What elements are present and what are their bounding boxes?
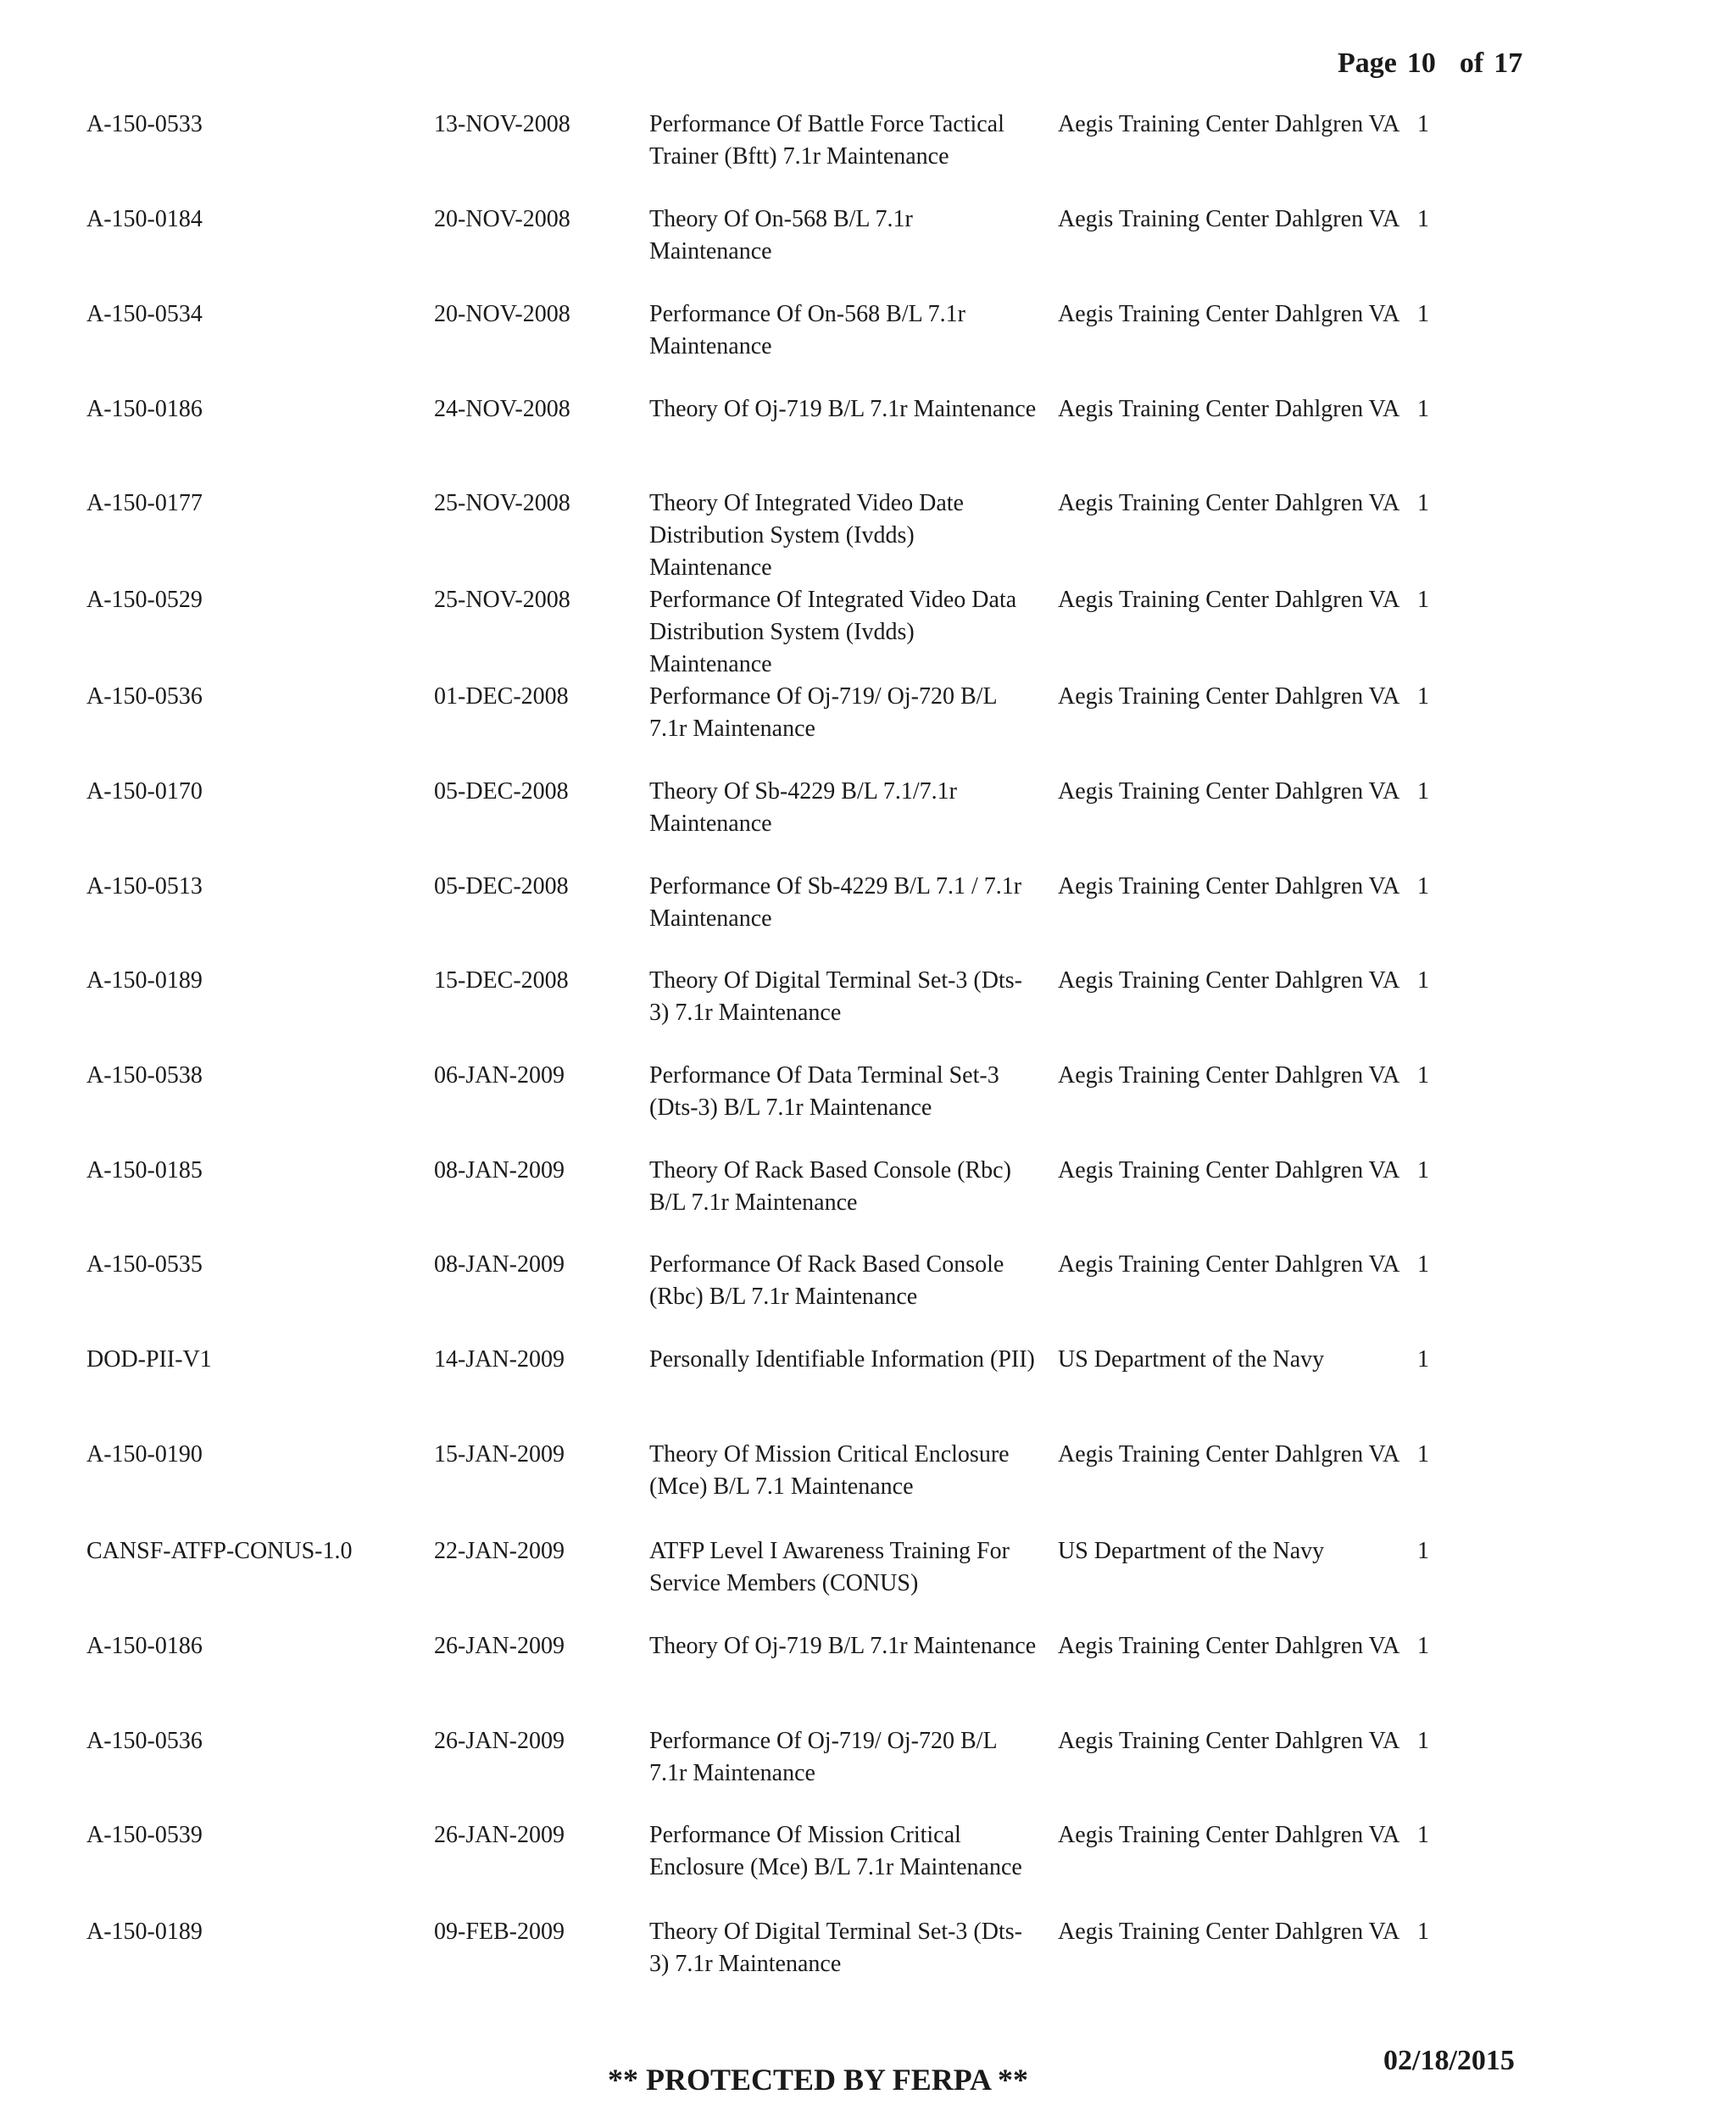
credits: 1 [1417,778,1429,805]
completion-date: 15-JAN-2009 [434,1441,565,1468]
credits: 1 [1417,1251,1429,1278]
course-title: Theory Of Digital Terminal Set-3 (Dts-3) 7.1r Maintenance [649,1919,1022,1977]
provider: Aegis Training Center Dahlgren VA [1058,1062,1400,1089]
provider: Aegis Training Center Dahlgren VA [1058,301,1400,327]
credits: 1 [1417,1822,1429,1848]
provider: Aegis Training Center Dahlgren VA [1058,683,1400,710]
table-row [0,1060,1736,1145]
provider: Aegis Training Center Dahlgren VA [1058,1728,1400,1754]
total-pages: 17 [1494,47,1523,79]
completion-date: 26-JAN-2009 [434,1728,565,1754]
table-row [0,1535,1736,1620]
course-title: Performance Of Mission Critical Enclosure (Mce) B/L 7.1r Maintenance [649,1822,1022,1880]
completion-date: 01-DEC-2008 [434,683,569,710]
table-row [0,393,1736,478]
provider: Aegis Training Center Dahlgren VA [1058,206,1400,232]
completion-date: 08-JAN-2009 [434,1157,565,1184]
course-code: A-150-0189 [86,1919,203,1945]
provider: Aegis Training Center Dahlgren VA [1058,1157,1400,1184]
credits: 1 [1417,1728,1429,1754]
completion-date: 24-NOV-2008 [434,396,570,422]
credits: 1 [1417,1346,1429,1373]
course-title: Theory Of Digital Terminal Set-3 (Dts-3) 7.1r Maintenance [649,967,1022,1026]
table-row [0,1249,1736,1334]
course-code: CANSF-ATFP-CONUS-1.0 [86,1538,353,1564]
table-row [0,965,1736,1050]
completion-date: 08-JAN-2009 [434,1251,565,1278]
table-row [0,1630,1736,1715]
provider: Aegis Training Center Dahlgren VA [1058,1919,1400,1945]
page-indicator [1338,47,1522,80]
provider: Aegis Training Center Dahlgren VA [1058,778,1400,805]
provider: Aegis Training Center Dahlgren VA [1058,111,1400,137]
course-code: A-150-0529 [86,587,203,613]
course-title: Theory Of Rack Based Console (Rbc) B/L 7.1r Maintenance [649,1157,1011,1216]
completion-date: 05-DEC-2008 [434,873,569,899]
completion-date: 25-NOV-2008 [434,490,570,516]
table-row [0,203,1736,288]
completion-date: 14-JAN-2009 [434,1346,565,1373]
provider: Aegis Training Center Dahlgren VA [1058,967,1400,994]
page-label: Page [1338,47,1397,79]
completion-date: 26-JAN-2009 [434,1633,565,1659]
course-title: Performance Of Data Terminal Set-3 (Dts-3) B/L 7.1r Maintenance [649,1062,999,1121]
provider: Aegis Training Center Dahlgren VA [1058,1441,1400,1468]
provider: Aegis Training Center Dahlgren VA [1058,396,1400,422]
credits: 1 [1417,967,1429,994]
course-title: Theory Of Oj-719 B/L 7.1r Maintenance [649,1633,1037,1659]
of-label: of [1459,47,1484,79]
course-title: ATFP Level I Awareness Training For Service Members (CONUS) [649,1538,1010,1596]
credits: 1 [1417,683,1429,710]
provider: Aegis Training Center Dahlgren VA [1058,490,1400,516]
course-code: DOD-PII-V1 [86,1346,212,1373]
credits: 1 [1417,206,1429,232]
credits: 1 [1417,1633,1429,1659]
provider: US Department of the Navy [1058,1538,1325,1564]
completion-date: 13-NOV-2008 [434,111,570,137]
provider: Aegis Training Center Dahlgren VA [1058,1251,1400,1278]
completion-date: 15-DEC-2008 [434,967,569,994]
course-code: A-150-0189 [86,967,203,994]
print-date: 02/18/2015 [1383,2045,1515,2076]
provider: US Department of the Navy [1058,1346,1325,1373]
completion-date: 05-DEC-2008 [434,778,569,805]
provider: Aegis Training Center Dahlgren VA [1058,1822,1400,1848]
ferpa-notice: ** PROTECTED BY FERPA ** [608,2063,1029,2097]
table-row [0,109,1736,193]
course-code: A-150-0177 [86,490,203,516]
credits: 1 [1417,873,1429,899]
completion-date: 09-FEB-2009 [434,1919,565,1945]
table-row [0,487,1736,581]
course-title: Performance Of Rack Based Console (Rbc) B/L 7.1r Maintenance [649,1251,1004,1310]
course-code: A-150-0186 [86,1633,203,1659]
course-title: Theory Of Integrated Video Date Distribution System (Ivdds) Maintenance [649,490,964,581]
course-title: Theory Of Mission Critical Enclosure (Mce) B/L 7.1 Maintenance [649,1441,1010,1500]
course-code: A-150-0538 [86,1062,203,1089]
course-code: A-150-0539 [86,1822,203,1848]
table-row [0,584,1736,677]
table-row [0,1916,1736,2001]
credits: 1 [1417,1538,1429,1564]
provider: Aegis Training Center Dahlgren VA [1058,873,1400,899]
credits: 1 [1417,396,1429,422]
page-number: 10 [1406,47,1436,79]
course-title: Theory Of Sb-4229 B/L 7.1/7.1r Maintenance [649,778,957,837]
completion-date: 25-NOV-2008 [434,587,570,613]
course-title: Performance Of On-568 B/L 7.1r Maintenance [649,301,965,359]
credits: 1 [1417,1062,1429,1089]
credits: 1 [1417,490,1429,516]
table-row [0,298,1736,383]
completion-date: 26-JAN-2009 [434,1822,565,1848]
course-code: A-150-0536 [86,683,203,710]
credits: 1 [1417,111,1429,137]
completion-date: 22-JAN-2009 [434,1538,565,1564]
credits: 1 [1417,1441,1429,1468]
course-title: Performance Of Battle Force Tactical Trainer (Bftt) 7.1r Maintenance [649,111,1004,170]
table-row [0,1725,1736,1810]
course-code: A-150-0185 [86,1157,203,1184]
table-row [0,1439,1736,1523]
course-code: A-150-0533 [86,111,203,137]
table-row [0,1155,1736,1239]
course-code: A-150-0190 [86,1441,203,1468]
course-code: A-150-0170 [86,778,203,805]
credits: 1 [1417,1157,1429,1184]
course-title: Theory Of On-568 B/L 7.1r Maintenance [649,206,913,265]
course-title: Performance Of Sb-4229 B/L 7.1 / 7.1r Maintenance [649,873,1022,932]
completion-date: 20-NOV-2008 [434,301,570,327]
course-title: Performance Of Integrated Video Data Distribution System (Ivdds) Maintenance [649,587,1017,677]
course-code: A-150-0535 [86,1251,203,1278]
table-row [0,871,1736,955]
course-title: Performance Of Oj-719/ Oj-720 B/L 7.1r Maintenance [649,683,997,742]
completion-date: 20-NOV-2008 [434,206,570,232]
course-code: A-150-0184 [86,206,203,232]
provider: Aegis Training Center Dahlgren VA [1058,1633,1400,1659]
credits: 1 [1417,1919,1429,1945]
credits: 1 [1417,301,1429,327]
table-row [0,776,1736,860]
completion-date: 06-JAN-2009 [434,1062,565,1089]
course-code: A-150-0186 [86,396,203,422]
table-row [0,681,1736,766]
course-title: Personally Identifiable Information (PII) [649,1346,1035,1373]
course-title: Performance Of Oj-719/ Oj-720 B/L 7.1r Maintenance [649,1728,997,1786]
course-title: Theory Of Oj-719 B/L 7.1r Maintenance [649,396,1037,422]
table-row [0,1344,1736,1429]
course-code: A-150-0534 [86,301,203,327]
credits: 1 [1417,587,1429,613]
course-code: A-150-0536 [86,1728,203,1754]
course-code: A-150-0513 [86,873,203,899]
table-row [0,1819,1736,1904]
provider: Aegis Training Center Dahlgren VA [1058,587,1400,613]
